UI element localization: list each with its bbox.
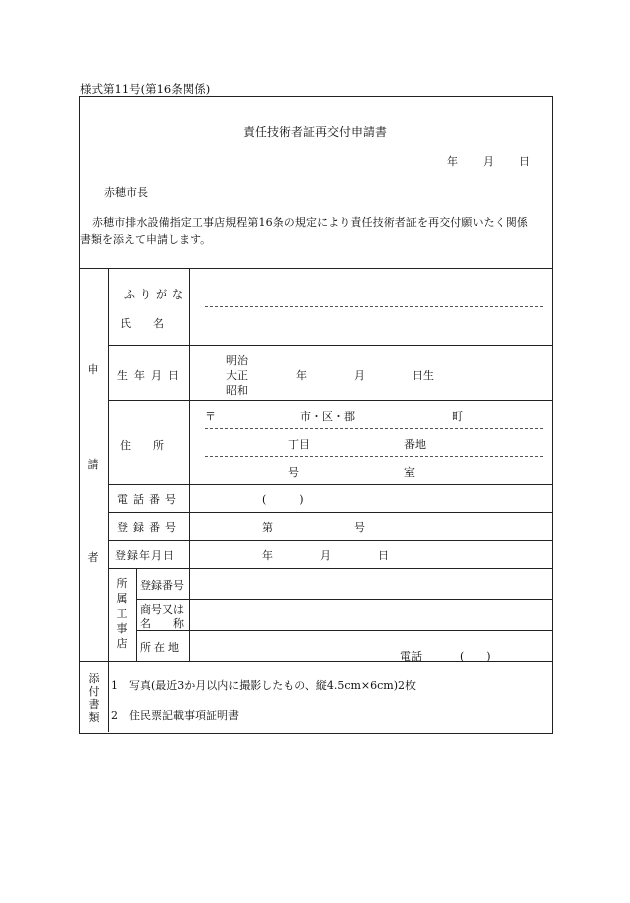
- divider-name: [108, 345, 552, 346]
- shop-label-char-3: 工: [116, 607, 128, 620]
- address-dash-line-1: [205, 428, 543, 429]
- column-line-value: [189, 268, 190, 568]
- divider-reg: [108, 540, 552, 541]
- date-month: 月: [483, 155, 494, 168]
- divider-header: [79, 268, 552, 269]
- birth-label: 生年月日: [117, 369, 185, 382]
- form-number: 様式第11号(第16条関係): [80, 82, 211, 96]
- attachments-label-char-1: 添: [88, 672, 100, 685]
- furigana-dash-line: [205, 306, 543, 307]
- postal-mark: 〒: [205, 410, 216, 423]
- divider-shop-name: [136, 630, 552, 631]
- shop-phone-format: ( ): [460, 650, 491, 663]
- date-day: 日: [519, 155, 530, 168]
- statement-line-1: 赤穂市排水設備指定工事店規程第16条の規定により責任技術者証を再交付願いたく関係: [92, 216, 528, 229]
- applicant-label-2: 請: [87, 458, 99, 471]
- page-title: 責任技術者証再交付申請書: [242, 125, 387, 139]
- shop-location-label: 所在地: [140, 641, 182, 654]
- divider-regdate: [108, 568, 552, 569]
- shop-phone-label: 電話: [400, 650, 422, 663]
- shop-name-label-1: 商号又は: [140, 603, 184, 616]
- reg-date-label: 登録年月日: [115, 549, 175, 562]
- reg-number-label: 登録番号: [117, 521, 181, 534]
- divider-birth: [108, 400, 552, 401]
- shop-reg-label: 登録番号: [140, 579, 184, 592]
- reg-number-prefix: 第: [262, 521, 273, 534]
- divider-phone: [108, 512, 552, 513]
- column-line-shop-value: [189, 568, 190, 661]
- name-field[interactable]: [205, 312, 543, 338]
- address-chome: 丁目: [288, 438, 310, 451]
- reg-number-suffix: 号: [354, 521, 365, 534]
- reg-date-day: 日: [378, 549, 389, 562]
- address-banchi: 番地: [404, 438, 426, 451]
- address-city: 市・区・郡: [300, 410, 355, 423]
- shop-label-char-1: 所: [116, 577, 128, 590]
- era-taisho: 大正: [226, 369, 248, 382]
- birth-year-unit: 年: [296, 369, 307, 382]
- column-line-shop: [136, 568, 137, 661]
- phone-format: ( ): [262, 493, 304, 506]
- shop-label-char-4: 事: [116, 622, 128, 635]
- addressee: 赤穂市長: [104, 186, 148, 199]
- shop-name-label-2: 名 称: [140, 617, 184, 630]
- attachments-label-char-4: 類: [88, 711, 100, 724]
- address-go: 号: [288, 466, 299, 479]
- statement-line-2: 書類を添えて申請します。: [80, 233, 212, 246]
- attachments-label-char-3: 書: [88, 698, 100, 711]
- address-town: 町: [452, 410, 463, 423]
- date-year: 年: [447, 155, 458, 168]
- furigana-label: ふりがな: [124, 288, 188, 301]
- furigana-field[interactable]: [205, 288, 543, 304]
- divider-address: [108, 484, 552, 485]
- column-line-label: [108, 268, 109, 732]
- era-showa: 昭和: [226, 384, 248, 397]
- attachment-item-2: 2 住民票記載事項証明書: [111, 709, 239, 722]
- shop-label-char-5: 店: [116, 637, 128, 650]
- phone-label: 電話番号: [117, 493, 181, 506]
- address-dash-line-2: [205, 456, 543, 457]
- divider-shop-reg: [136, 599, 552, 600]
- shop-label-char-2: 属: [116, 592, 128, 605]
- attachments-label-char-2: 付: [88, 685, 100, 698]
- shop-label: [115, 576, 129, 651]
- applicant-label-3: 者: [87, 551, 99, 564]
- reg-date-year: 年: [262, 549, 273, 562]
- era-meiji: 明治: [226, 354, 248, 367]
- reg-date-month: 月: [320, 549, 331, 562]
- applicant-label-1: 申: [87, 363, 99, 376]
- attachments-label: [87, 672, 101, 724]
- attachment-item-1: 1 写真(最近3か月以内に撮影したもの、縦4.5cm×6cm)2枚: [111, 679, 417, 692]
- address-label: 住 所: [120, 439, 164, 452]
- birth-month-unit: 月: [354, 369, 365, 382]
- birth-day-unit: 日生: [412, 369, 434, 382]
- name-label: 氏 名: [120, 317, 164, 330]
- address-room: 室: [404, 466, 415, 479]
